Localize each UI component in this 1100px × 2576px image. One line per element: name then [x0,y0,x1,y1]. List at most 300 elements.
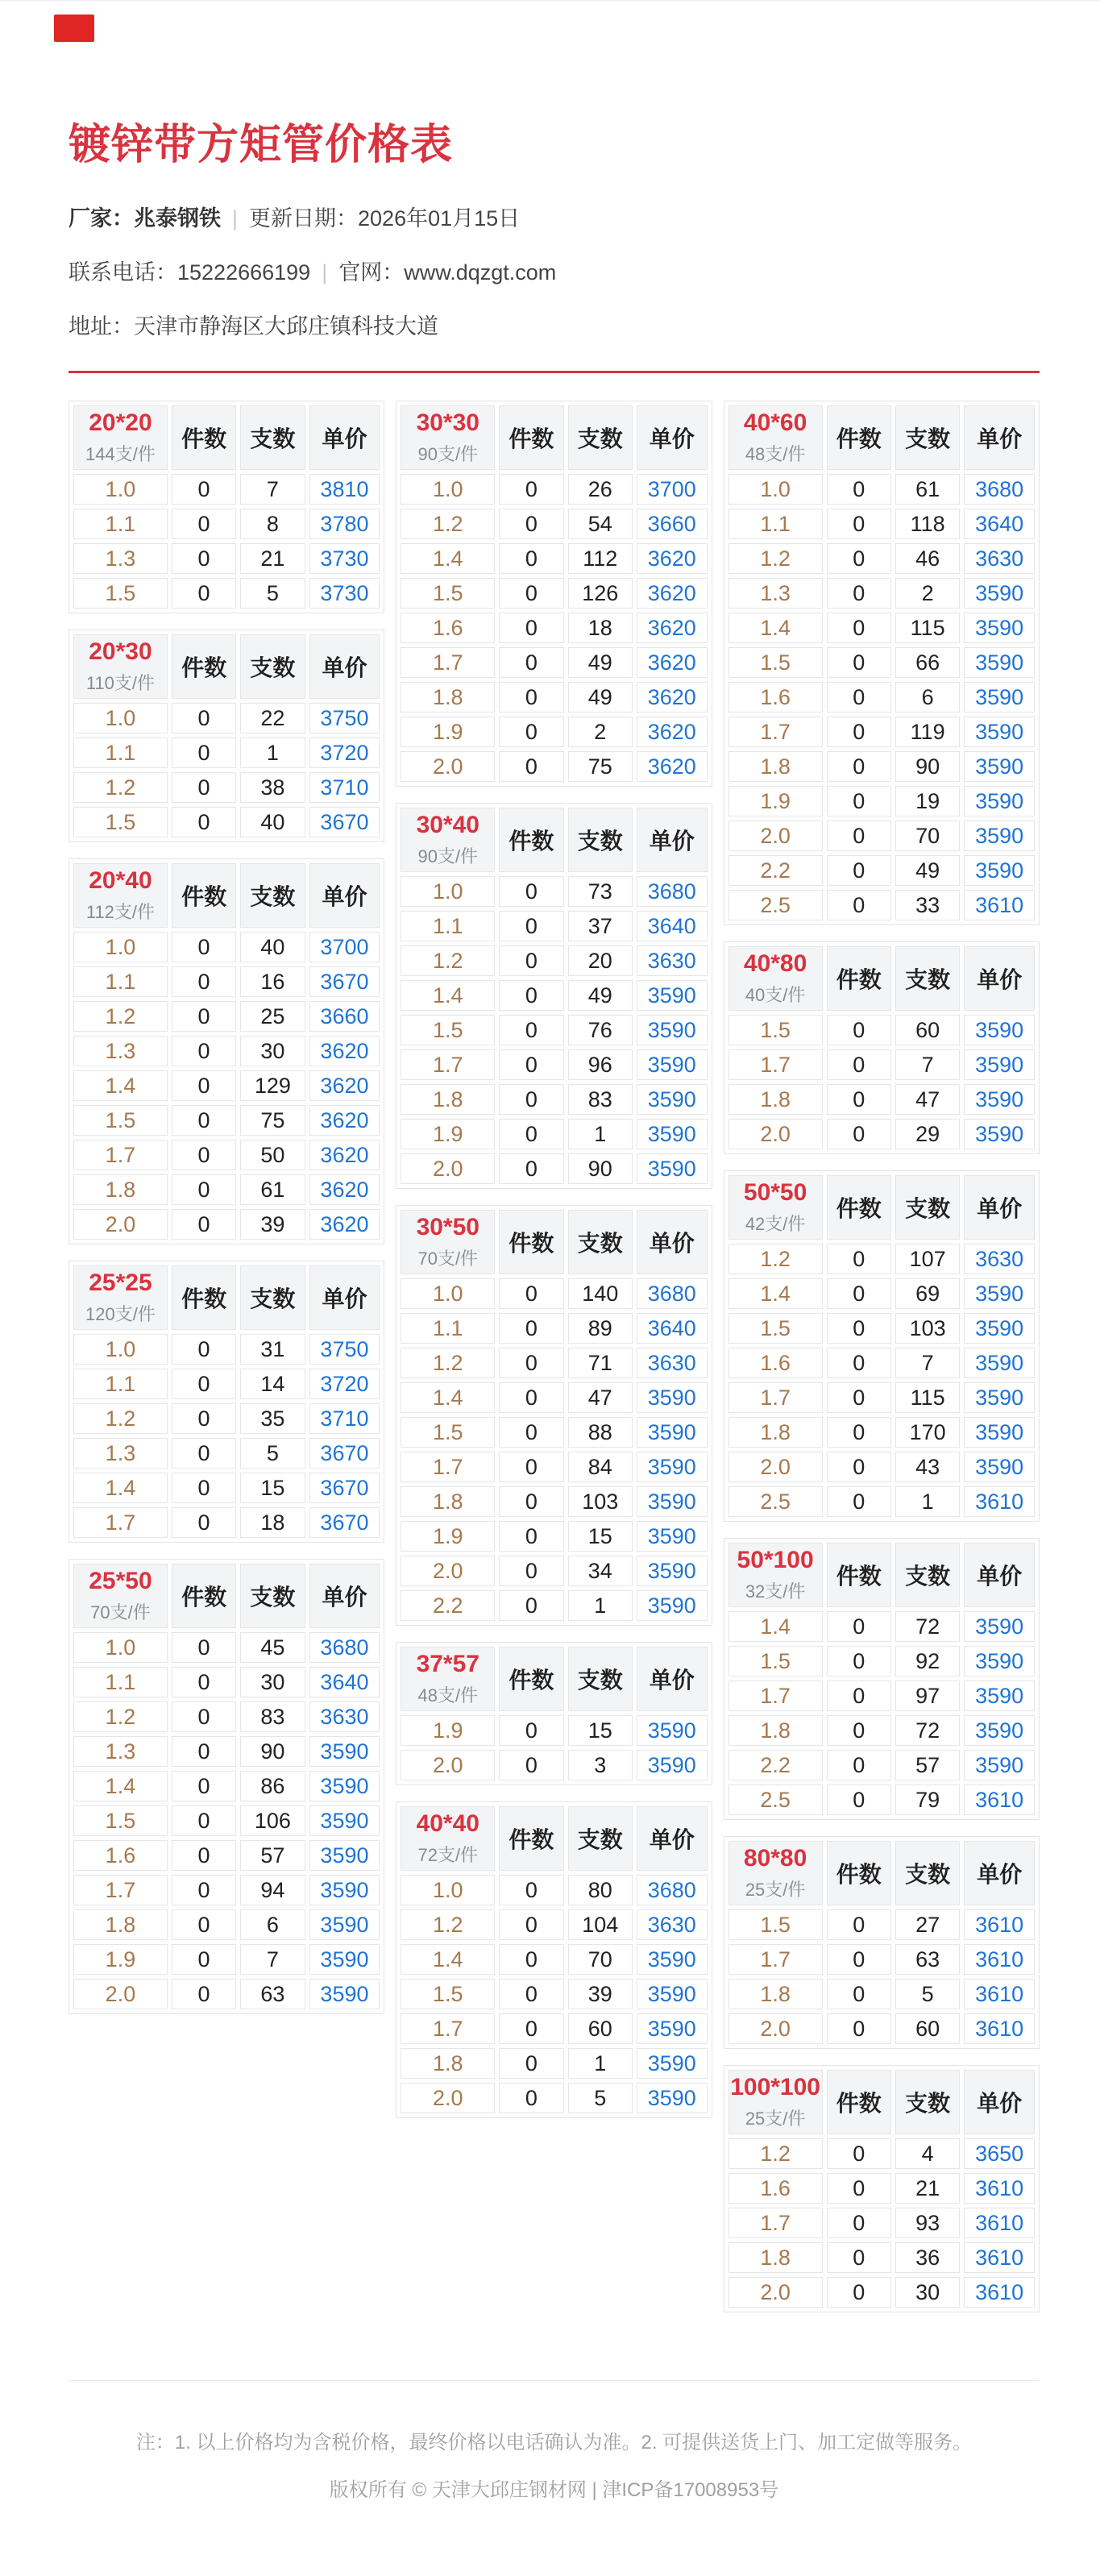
count-cell: 126 [568,578,633,609]
thickness-cell[interactable]: 1.7 [73,1875,168,1905]
price-cell[interactable]: 3590 [637,1153,708,1184]
price-cell[interactable]: 3620 [637,543,708,574]
price-cell[interactable]: 3590 [637,1944,708,1975]
price-table-20*30 [68,629,384,842]
thickness-cell[interactable]: 1.4 [728,1278,823,1309]
price-cell[interactable]: 3720 [309,1369,380,1399]
thickness-cell[interactable]: 1.1 [401,911,495,941]
thickness-cell[interactable]: 1.6 [728,682,823,713]
footer-divider [68,2380,1040,2381]
price-table-30*30 [396,401,712,787]
thickness-cell[interactable]: 2.0 [401,1750,495,1780]
price-cell[interactable]: 3590 [637,1049,708,1080]
thickness-cell[interactable]: 1.0 [728,474,823,505]
thickness-cell[interactable]: 1.5 [401,1015,495,1045]
table-row [73,932,380,962]
price-cell[interactable]: 3590 [309,1875,380,1905]
thickness-cell[interactable]: 2.0 [728,1452,823,1482]
count-cell: 8 [240,509,305,539]
thickness-cell[interactable]: 1.3 [73,1036,168,1066]
pieces-cell: 0 [172,1667,236,1697]
thickness-cell[interactable]: 1.5 [728,1313,823,1344]
pieces-cell: 0 [827,474,891,505]
thickness-cell[interactable]: 1.8 [728,1979,823,2009]
size-label: 37*57 [416,1650,479,1677]
price-cell[interactable]: 3610 [964,2277,1035,2308]
price-cell[interactable]: 3610 [964,1909,1035,1940]
price-cell[interactable]: 3620 [637,682,708,713]
count-cell: 30 [240,1036,305,1066]
thickness-cell[interactable]: 2.0 [401,1556,495,1586]
price-cell[interactable]: 3590 [964,1646,1035,1676]
thickness-cell[interactable]: 1.1 [73,1667,168,1697]
thickness-cell[interactable]: 1.2 [401,509,495,539]
thickness-cell[interactable]: 1.7 [728,717,823,747]
count-cell: 14 [240,1369,305,1399]
price-cell[interactable]: 3630 [309,1701,380,1732]
price-cell[interactable]: 3590 [964,1715,1035,1746]
price-cell[interactable]: 3630 [637,945,708,976]
thickness-cell[interactable]: 1.0 [73,703,168,733]
price-cell[interactable]: 3620 [637,647,708,678]
price-cell[interactable]: 3590 [309,1840,380,1871]
column-header-price: 单价 [309,405,380,470]
thickness-cell[interactable]: 1.4 [401,980,495,1011]
pieces-cell: 0 [172,1174,236,1205]
price-cell[interactable]: 3590 [964,1084,1035,1115]
table-row [73,474,380,505]
thickness-cell[interactable]: 1.4 [728,1611,823,1642]
thickness-cell[interactable]: 1.4 [401,543,495,574]
price-cell[interactable]: 3590 [964,1611,1035,1642]
pieces-cell: 0 [172,1507,236,1538]
thickness-cell[interactable]: 1.3 [73,1736,168,1767]
count-cell: 27 [895,1909,960,1940]
table-row [401,1715,707,1746]
thickness-cell[interactable]: 1.1 [73,509,168,539]
price-cell[interactable]: 3660 [637,509,708,539]
thickness-cell[interactable]: 1.0 [73,932,168,962]
thickness-cell[interactable]: 1.8 [401,2048,495,2079]
price-cell[interactable]: 3590 [964,1452,1035,1482]
pieces-cell: 0 [172,578,236,609]
count-cell: 73 [568,876,633,907]
price-cell[interactable]: 3590 [637,980,708,1011]
footer-note: 注：1. 以上价格均为含税价格，最终价格以电话确认为准。2. 可提供送货上门、加工定做等服务。 [135,2432,973,2454]
price-cell[interactable]: 3590 [964,855,1035,886]
price-cell[interactable]: 3630 [637,1348,708,1378]
count-cell: 80 [568,1875,633,1905]
thickness-cell[interactable]: 1.7 [73,1507,168,1538]
price-cell[interactable]: 3810 [309,474,380,505]
thickness-cell[interactable]: 1.8 [73,1909,168,1940]
column-header-count: 支数 [240,863,305,928]
thickness-cell[interactable]: 1.7 [728,1944,823,1975]
count-cell: 21 [240,543,305,574]
thickness-cell[interactable]: 1.5 [401,1979,495,2009]
price-cell[interactable]: 3590 [964,1382,1035,1413]
thickness-cell[interactable]: 1.6 [401,613,495,643]
price-cell[interactable]: 3630 [964,1244,1035,1274]
price-cell[interactable]: 3680 [637,1278,708,1309]
count-cell: 76 [568,1015,633,1045]
thickness-cell[interactable]: 1.7 [728,1382,823,1413]
thickness-cell[interactable]: 1.6 [73,1840,168,1871]
thickness-cell[interactable]: 1.4 [401,1944,495,1975]
thickness-cell[interactable]: 1.5 [73,578,168,609]
thickness-cell[interactable]: 2.0 [728,1119,823,1149]
thickness-cell[interactable]: 1.2 [401,1909,495,1940]
thickness-cell[interactable]: 1.0 [73,1632,168,1663]
thickness-cell[interactable]: 1.0 [401,1875,495,1905]
count-cell: 49 [568,647,633,678]
pieces-cell: 0 [499,613,563,643]
thickness-cell[interactable]: 1.9 [401,717,495,747]
price-cell[interactable]: 3620 [309,1174,380,1205]
column-header-price: 单价 [637,808,708,872]
price-cell[interactable]: 3670 [309,1507,380,1538]
price-cell[interactable]: 3590 [637,1979,708,2009]
pieces-cell: 0 [499,682,563,713]
price-cell[interactable]: 3640 [637,1313,708,1344]
thickness-cell[interactable]: 1.8 [728,2242,823,2273]
thickness-cell[interactable]: 1.8 [401,682,495,713]
thickness-cell[interactable]: 1.7 [401,647,495,678]
column-header-price: 单价 [964,1543,1035,1607]
price-cell[interactable]: 3590 [637,1590,708,1621]
pieces-cell: 0 [172,1736,236,1767]
price-cell[interactable]: 3640 [309,1667,380,1697]
thickness-cell[interactable]: 1.8 [401,1486,495,1517]
thickness-cell[interactable]: 1.8 [728,1715,823,1746]
price-cell[interactable]: 3590 [637,1382,708,1413]
column-header-pieces: 件数 [827,1543,891,1607]
thickness-cell[interactable]: 1.4 [728,613,823,643]
price-cell[interactable]: 3590 [964,578,1035,609]
thickness-cell[interactable]: 1.1 [73,966,168,997]
table-row [728,647,1035,678]
thickness-cell[interactable]: 2.0 [73,1979,168,2009]
thickness-cell[interactable]: 2.2 [728,855,823,886]
thickness-cell[interactable]: 1.2 [73,1001,168,1032]
price-tables-grid [68,401,1040,2312]
thickness-cell[interactable]: 1.2 [728,2138,823,2169]
price-cell[interactable]: 3590 [964,1119,1035,1149]
price-cell[interactable]: 3590 [964,821,1035,851]
price-cell[interactable]: 3610 [964,1486,1035,1517]
price-cell[interactable]: 3590 [637,1486,708,1517]
price-cell[interactable]: 3610 [964,2242,1035,2273]
price-cell[interactable]: 3620 [637,578,708,609]
price-cell[interactable]: 3680 [309,1632,380,1663]
thickness-cell[interactable]: 1.2 [728,1244,823,1274]
price-cell[interactable]: 3610 [964,1785,1035,1815]
table-row [401,2013,707,2044]
thickness-cell[interactable]: 1.5 [73,807,168,837]
price-cell[interactable]: 3720 [309,737,380,768]
price-cell[interactable]: 3670 [309,1473,380,1503]
thickness-cell[interactable]: 1.5 [728,647,823,678]
price-cell[interactable]: 3610 [964,1979,1035,2009]
price-cell[interactable]: 3590 [637,1715,708,1746]
price-cell[interactable]: 3590 [964,1417,1035,1448]
thickness-cell[interactable]: 1.9 [401,1521,495,1552]
thickness-cell[interactable]: 2.0 [73,1209,168,1240]
thickness-cell[interactable]: 1.8 [73,1174,168,1205]
price-cell[interactable]: 3590 [637,1556,708,1586]
price-cell[interactable]: 3590 [964,751,1035,782]
thickness-cell[interactable]: 1.2 [73,1403,168,1434]
price-table-40*80 [724,941,1040,1154]
thickness-cell[interactable]: 1.4 [73,1473,168,1503]
thickness-cell[interactable]: 1.7 [401,1049,495,1080]
thickness-cell[interactable]: 2.5 [728,890,823,920]
table-row [401,1944,707,1975]
thickness-cell[interactable]: 1.0 [73,1334,168,1365]
price-cell[interactable]: 3730 [309,578,380,609]
price-cell[interactable]: 3610 [964,2208,1035,2238]
thickness-cell[interactable]: 1.2 [728,543,823,574]
price-cell[interactable]: 3590 [637,2083,708,2113]
pieces-cell: 0 [172,509,236,539]
thickness-cell[interactable]: 1.8 [401,1084,495,1115]
price-cell[interactable]: 3710 [309,1403,380,1434]
table-row [728,1646,1035,1676]
price-cell[interactable]: 3620 [309,1036,380,1066]
size-header [401,405,495,470]
thickness-cell[interactable]: 2.0 [728,2277,823,2308]
price-cell[interactable]: 3700 [309,932,380,962]
count-cell: 30 [895,2277,960,2308]
price-cell[interactable]: 3750 [309,703,380,733]
thickness-cell[interactable]: 1.6 [728,1348,823,1378]
price-cell[interactable]: 3630 [964,543,1035,574]
price-cell[interactable]: 3590 [964,717,1035,747]
thickness-cell[interactable]: 1.9 [401,1119,495,1149]
thickness-cell[interactable]: 1.2 [401,1348,495,1378]
thickness-cell[interactable]: 1.2 [401,945,495,976]
size-header [728,2070,823,2134]
table-row [73,1369,380,1399]
pieces-cell: 0 [827,1244,891,1274]
thickness-cell[interactable]: 2.5 [728,1486,823,1517]
price-cell[interactable]: 3590 [964,682,1035,713]
thickness-cell[interactable]: 1.1 [401,1313,495,1344]
unit-label: 90支/件 [417,846,479,867]
thickness-cell[interactable]: 2.2 [401,1590,495,1621]
price-cell[interactable]: 3780 [309,509,380,539]
price-cell[interactable]: 3640 [964,509,1035,539]
thickness-cell[interactable]: 1.4 [73,1771,168,1801]
thickness-cell[interactable]: 1.9 [728,786,823,816]
address-line [68,309,1040,340]
price-cell[interactable]: 3590 [309,1805,380,1836]
price-cell[interactable]: 3680 [637,1875,708,1905]
price-cell[interactable]: 3620 [309,1105,380,1136]
price-cell[interactable]: 3590 [964,613,1035,643]
thickness-cell[interactable]: 2.0 [401,1153,495,1184]
count-cell: 89 [568,1313,633,1344]
count-cell: 2 [568,717,633,747]
price-cell[interactable]: 3670 [309,807,380,837]
thickness-cell[interactable]: 1.5 [73,1105,168,1136]
thickness-cell[interactable]: 1.7 [728,1049,823,1080]
price-cell[interactable]: 3620 [637,717,708,747]
price-cell[interactable]: 3610 [964,1944,1035,1975]
price-cell[interactable]: 3590 [309,1944,380,1975]
price-cell[interactable]: 3650 [964,2138,1035,2169]
thickness-cell[interactable]: 1.8 [728,751,823,782]
table-row [728,474,1035,505]
table-row [401,1750,707,1780]
thickness-cell[interactable]: 1.4 [401,1382,495,1413]
pieces-cell: 0 [172,1632,236,1663]
thickness-cell[interactable]: 1.0 [401,474,495,505]
thickness-cell[interactable]: 1.1 [728,509,823,539]
table-row [728,786,1035,816]
price-cell[interactable]: 3590 [309,1909,380,1940]
thickness-cell[interactable]: 1.4 [73,1070,168,1101]
count-cell: 5 [240,1438,305,1469]
price-cell[interactable]: 3590 [964,1015,1035,1045]
price-cell[interactable]: 3590 [964,1681,1035,1711]
thickness-cell[interactable]: 1.9 [73,1944,168,1975]
count-cell: 92 [895,1646,960,1676]
price-cell[interactable]: 3590 [637,1084,708,1115]
price-cell[interactable]: 3680 [637,876,708,907]
price-cell[interactable]: 3680 [964,474,1035,505]
price-cell[interactable]: 3590 [637,1119,708,1149]
table-row [73,1979,380,2009]
count-cell: 1 [240,737,305,768]
thickness-cell[interactable]: 1.0 [401,876,495,907]
count-cell: 60 [895,2013,960,2044]
column-header-pieces: 件数 [172,405,236,470]
thickness-cell[interactable]: 2.0 [728,821,823,851]
thickness-cell[interactable]: 1.1 [73,737,168,768]
price-cell[interactable]: 3590 [309,1771,380,1801]
price-cell[interactable]: 3660 [309,1001,380,1032]
price-cell[interactable]: 3590 [637,1417,708,1448]
thickness-cell[interactable]: 2.5 [728,1785,823,1815]
thickness-cell[interactable]: 1.7 [728,1681,823,1711]
table-row [73,1736,380,1767]
price-cell[interactable]: 3700 [637,474,708,505]
price-cell[interactable]: 3590 [964,1049,1035,1080]
thickness-cell[interactable]: 1.3 [73,543,168,574]
price-cell[interactable]: 3590 [309,1736,380,1767]
thickness-cell[interactable]: 1.2 [73,772,168,803]
thickness-cell[interactable]: 1.6 [728,2173,823,2204]
price-cell[interactable]: 3590 [637,1015,708,1045]
thickness-cell[interactable]: 1.7 [401,1452,495,1482]
thickness-cell[interactable]: 1.3 [73,1438,168,1469]
thickness-cell[interactable]: 2.0 [728,2013,823,2044]
price-cell[interactable]: 3620 [637,613,708,643]
price-cell[interactable]: 3620 [637,751,708,782]
price-cell[interactable]: 3610 [964,890,1035,920]
price-cell[interactable]: 3590 [637,2048,708,2079]
thickness-cell[interactable]: 1.7 [73,1140,168,1170]
thickness-cell[interactable]: 1.5 [728,1646,823,1676]
price-cell[interactable]: 3610 [964,2173,1035,2204]
price-cell[interactable]: 3710 [309,772,380,803]
thickness-cell[interactable]: 1.3 [728,578,823,609]
price-cell[interactable]: 3590 [964,1348,1035,1378]
price-cell[interactable]: 3620 [309,1140,380,1170]
pieces-cell: 0 [172,1369,236,1399]
thickness-cell[interactable]: 1.5 [73,1805,168,1836]
table-row [728,1417,1035,1448]
price-cell[interactable]: 3590 [637,1750,708,1780]
thickness-cell[interactable]: 2.2 [728,1750,823,1780]
column-header-pieces: 件数 [827,405,891,470]
price-cell[interactable]: 3590 [964,786,1035,816]
thickness-cell[interactable]: 1.8 [728,1084,823,1115]
pieces-cell: 0 [499,1556,563,1586]
table-row [401,1153,707,1184]
price-cell[interactable]: 3620 [309,1070,380,1101]
thickness-cell[interactable]: 1.5 [728,1909,823,1940]
price-table-100*100 [724,2065,1040,2312]
thickness-cell[interactable]: 1.1 [73,1369,168,1399]
price-cell[interactable]: 3610 [964,2013,1035,2044]
thickness-cell[interactable]: 1.5 [728,1015,823,1045]
thickness-cell[interactable]: 1.2 [73,1701,168,1732]
price-cell[interactable]: 3640 [637,911,708,941]
price-cell[interactable]: 3670 [309,1438,380,1469]
price-cell[interactable]: 3630 [637,1909,708,1940]
thickness-cell[interactable]: 1.7 [728,2208,823,2238]
price-cell[interactable]: 3590 [637,1452,708,1482]
price-cell[interactable]: 3590 [637,1521,708,1552]
pieces-cell: 0 [172,1771,236,1801]
thickness-cell[interactable]: 1.5 [401,578,495,609]
price-cell[interactable]: 3590 [309,1979,380,2009]
table-row [401,543,707,574]
count-cell: 47 [895,1084,960,1115]
thickness-cell[interactable]: 1.9 [401,1715,495,1746]
thickness-cell[interactable]: 2.0 [401,751,495,782]
price-cell[interactable]: 3730 [309,543,380,574]
column-header-pieces: 件数 [172,634,236,699]
count-cell: 49 [568,980,633,1011]
thickness-cell[interactable]: 2.0 [401,2083,495,2113]
table-row [401,876,707,907]
thickness-cell[interactable]: 1.8 [728,1417,823,1448]
price-cell[interactable]: 3590 [964,1750,1035,1780]
pieces-cell: 0 [827,1015,891,1045]
price-cell[interactable]: 3750 [309,1334,380,1365]
thickness-cell[interactable]: 1.0 [73,474,168,505]
separator: | [322,260,328,285]
price-cell[interactable]: 3590 [964,1313,1035,1344]
price-cell[interactable]: 3590 [637,2013,708,2044]
price-cell[interactable]: 3590 [964,647,1035,678]
thickness-cell[interactable]: 1.0 [401,1278,495,1309]
count-cell: 118 [895,509,960,539]
price-cell[interactable]: 3670 [309,966,380,997]
price-cell[interactable]: 3620 [309,1209,380,1240]
price-cell[interactable]: 3590 [964,1278,1035,1309]
thickness-cell[interactable]: 1.5 [401,1417,495,1448]
table-row [728,1382,1035,1413]
size-header [73,1564,168,1628]
pieces-cell: 0 [827,543,891,574]
table-row [401,1119,707,1149]
pieces-cell: 0 [499,1750,563,1780]
thickness-cell[interactable]: 1.7 [401,2013,495,2044]
